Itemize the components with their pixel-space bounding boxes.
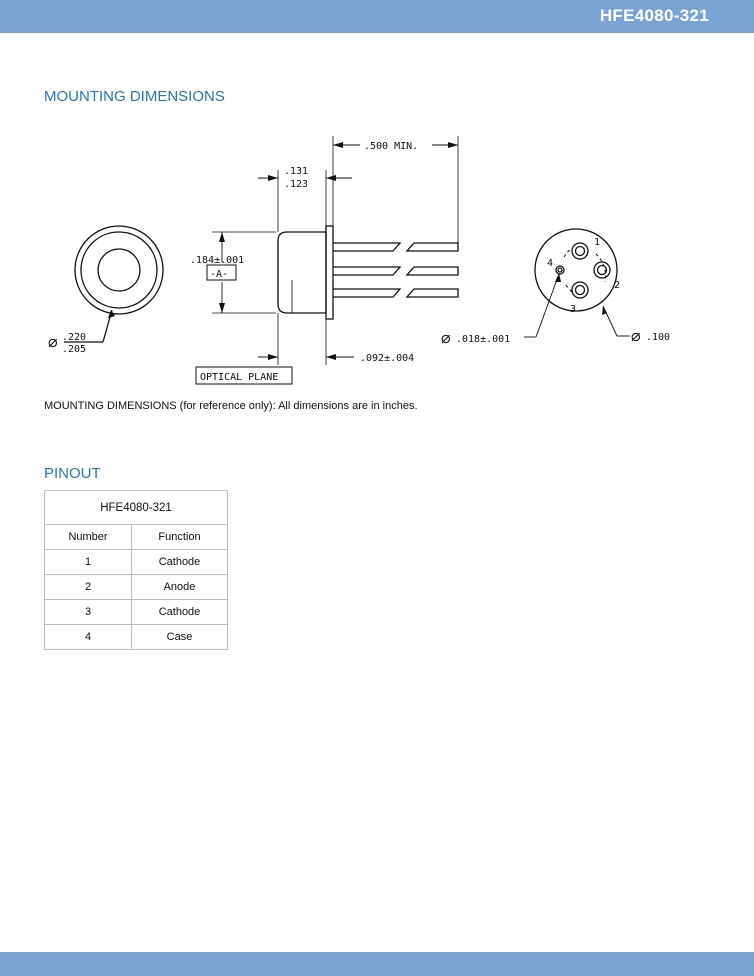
table-title: HFE4080-321 — [45, 491, 228, 525]
lead-diameter-symbol: ∅ — [441, 329, 451, 348]
pin-3-label: 3 — [570, 304, 577, 315]
mounting-dimensions-heading: MOUNTING DIMENSIONS — [44, 88, 225, 105]
pin-function: Anode — [132, 575, 228, 600]
table-header-row — [45, 525, 228, 550]
table-title-row — [45, 491, 228, 525]
pin-number: 2 — [45, 575, 132, 600]
diameter-lower: .205 — [62, 344, 87, 355]
pin-function: Case — [132, 625, 228, 650]
column-header-number: Number — [45, 525, 132, 550]
diameter-upper: .220 — [62, 332, 87, 343]
lens-height-label: .184±.001 — [190, 255, 245, 266]
pin-function: Cathode — [132, 600, 228, 625]
flange-lower-label: .123 — [284, 179, 309, 190]
lead-diameter-label: .018±.001 — [456, 334, 511, 345]
pin-circle-symbol: ∅ — [631, 327, 641, 346]
table-row — [45, 600, 228, 625]
lead-length-label: .500 MIN. — [364, 141, 419, 152]
header-bar — [0, 0, 754, 33]
diameter-symbol: ∅ — [48, 333, 58, 352]
footer-bar — [0, 952, 754, 976]
pinout-table — [44, 490, 228, 650]
optical-plane-label: OPTICAL PLANE — [200, 372, 279, 383]
pin-2-label: 2 — [614, 280, 621, 291]
pinout-heading: PINOUT — [44, 465, 101, 482]
document-title: HFE4080-321 — [599, 6, 709, 25]
offset-label: .092±.004 — [360, 353, 415, 364]
pin-number: 3 — [45, 600, 132, 625]
flange-upper-label: .131 — [284, 166, 309, 177]
table-row — [45, 625, 228, 650]
mounting-caption: MOUNTING DIMENSIONS (for reference only): All dimensions are in inches. — [44, 400, 418, 412]
front-view — [64, 226, 163, 342]
pin-number: 4 — [45, 625, 132, 650]
pin-number: 1 — [45, 550, 132, 575]
pin-1-label: 1 — [594, 237, 601, 248]
pin-function: Cathode — [132, 550, 228, 575]
datum-label: -A- — [210, 269, 229, 280]
table-row — [45, 550, 228, 575]
mounting-dimensions-drawing — [0, 120, 754, 395]
pin-circle-label: .100 — [646, 332, 671, 343]
column-header-function: Function — [132, 525, 228, 550]
pin-4-label: 4 — [547, 258, 554, 269]
table-row — [45, 575, 228, 600]
